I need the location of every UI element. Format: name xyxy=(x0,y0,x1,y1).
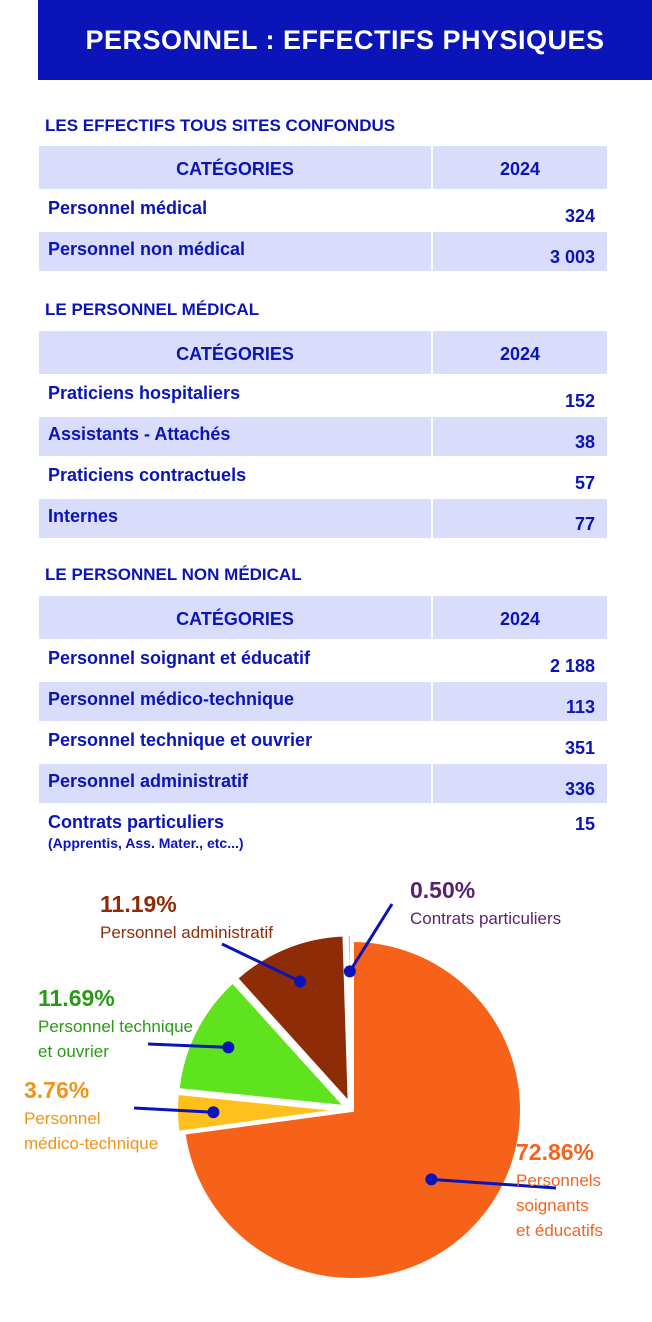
row-value: 77 xyxy=(574,514,595,534)
row-value: 3 003 xyxy=(549,247,595,267)
pie-chart xyxy=(0,860,652,1320)
slice-name-label: Personnel administratif xyxy=(100,923,273,942)
slice-name-label: Personnel xyxy=(24,1109,101,1128)
slice-name-label: Personnels xyxy=(516,1171,602,1190)
column-header-year: 2024 xyxy=(499,159,541,179)
slice-name-label: Personnel technique xyxy=(38,1017,194,1036)
row-label: Personnel administratif xyxy=(39,764,433,803)
column-header-categories: CATÉGORIES xyxy=(39,331,433,374)
table-row xyxy=(39,417,607,458)
table-row xyxy=(39,805,607,861)
row-label: Personnel médical xyxy=(39,191,433,230)
row-value: 38 xyxy=(574,432,595,452)
row-label-main: Contrats particuliers xyxy=(48,812,225,832)
table-row xyxy=(39,458,607,499)
row-value: 2 188 xyxy=(549,656,595,676)
table-row xyxy=(39,232,607,273)
row-label: Assistants - Attachés xyxy=(39,417,433,456)
slice-name-label: et ouvrier xyxy=(38,1042,109,1061)
table-all-sites xyxy=(39,146,607,273)
row-label: Personnel médico-technique xyxy=(39,682,433,721)
slice-percent-label: 11.69% xyxy=(38,985,115,1011)
row-value: 113 xyxy=(565,697,595,717)
slice-name-label: médico-technique xyxy=(24,1134,159,1153)
row-value: 152 xyxy=(564,391,595,411)
row-value: 15 xyxy=(574,814,595,834)
slice-percent-label: 3.76% xyxy=(24,1077,90,1103)
row-value: 336 xyxy=(564,779,595,799)
table-row xyxy=(39,764,607,805)
row-value: 57 xyxy=(574,473,595,493)
row-label: Personnel non médical xyxy=(39,232,433,271)
table-row xyxy=(39,376,607,417)
section-title-all-sites: LES EFFECTIFS TOUS SITES CONFONDUS xyxy=(45,116,396,135)
page-header xyxy=(38,0,652,80)
row-label: Praticiens hospitaliers xyxy=(39,376,433,415)
slice-percent-label: 72.86% xyxy=(516,1139,595,1165)
column-header-year: 2024 xyxy=(499,344,541,364)
column-header-categories: CATÉGORIES xyxy=(39,596,433,639)
row-sublabel: (Apprentis, Ass. Mater., etc...) xyxy=(48,835,244,851)
slice-percent-label: 11.19% xyxy=(100,891,177,917)
leader-dot xyxy=(344,965,356,977)
leader-dot xyxy=(207,1106,219,1118)
slice-percent-label: 0.50% xyxy=(410,877,476,903)
pie-slices xyxy=(176,934,522,1280)
table-non-medical xyxy=(39,596,607,861)
row-label xyxy=(39,805,433,859)
column-header-categories: CATÉGORIES xyxy=(39,146,433,189)
table-header-row xyxy=(39,146,607,191)
row-value: 351 xyxy=(564,738,595,758)
column-header-year: 2024 xyxy=(499,609,541,629)
page-title: PERSONNEL : EFFECTIFS PHYSIQUES xyxy=(85,24,605,55)
table-header-row xyxy=(39,596,607,641)
leader-dot xyxy=(222,1041,234,1053)
slice-name-label: soignants xyxy=(516,1196,589,1215)
row-label: Personnel technique et ouvrier xyxy=(39,723,433,762)
row-label: Internes xyxy=(39,499,433,538)
row-label: Praticiens contractuels xyxy=(39,458,433,497)
leader-dot xyxy=(425,1173,437,1185)
table-header-row xyxy=(39,331,607,376)
section-title-non-medical: LE PERSONNEL NON MÉDICAL xyxy=(45,565,302,584)
table-row xyxy=(39,499,607,540)
table-medical xyxy=(39,331,607,540)
row-value: 324 xyxy=(564,206,595,226)
table-row xyxy=(39,682,607,723)
table-row xyxy=(39,723,607,764)
slice-name-label: et éducatifs xyxy=(516,1221,603,1240)
row-label: Personnel soignant et éducatif xyxy=(39,641,433,680)
slice-name-label: Contrats particuliers xyxy=(410,909,562,928)
table-row xyxy=(39,191,607,232)
section-title-medical: LE PERSONNEL MÉDICAL xyxy=(45,300,260,319)
table-row xyxy=(39,641,607,682)
leader-dot xyxy=(294,975,306,987)
